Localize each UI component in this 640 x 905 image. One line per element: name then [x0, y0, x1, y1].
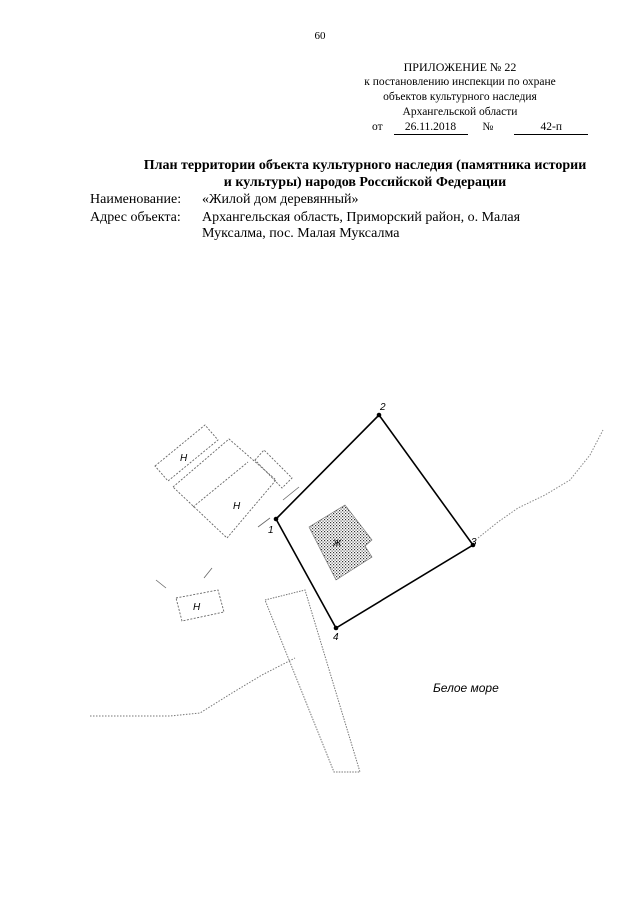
appendix-line-2: объектов культурного наследия [383, 91, 537, 103]
shoreline-east [478, 430, 603, 538]
decree-number: 42-п [514, 120, 588, 135]
point-label-2: 2 [380, 402, 386, 413]
road [265, 590, 360, 772]
marker-1 [156, 580, 166, 588]
appendix-line-1: к постановлению инспекции по охране [364, 76, 556, 88]
plan-title-line-2: и культуры) народов Российской Федерации [223, 175, 507, 190]
nonobject-label-3: Н [193, 602, 201, 613]
nonobject-label-1: Н [180, 453, 188, 464]
territory-boundary [276, 415, 473, 628]
appendix-line-3: Архангельской области [402, 106, 518, 118]
nonobject-label-2: Н [233, 501, 241, 512]
boundary-point-1 [274, 517, 279, 522]
boundary-point-2 [377, 413, 382, 418]
number-label: № [482, 121, 494, 133]
nonobject-shed [255, 450, 292, 488]
name-label: Наименование: [90, 192, 182, 207]
address-line-1: Архангельская область, Приморский район, о. Малая [202, 210, 521, 225]
coastline [90, 658, 295, 716]
marker-2 [204, 568, 212, 578]
point-label-1: 1 [268, 525, 274, 536]
address-line-2: Муксалма, пос. Малая Муксалма [202, 226, 400, 241]
address-label: Адрес объекта: [90, 210, 181, 225]
plan-title-line-1: План территории объекта культурного наследия (памятника истории [143, 158, 587, 173]
decree-date: 26.11.2018 [394, 120, 468, 135]
name-value: «Жилой дом деревянный» [202, 192, 359, 207]
appendix-title: ПРИЛОЖЕНИЕ № 22 [403, 60, 517, 74]
page-number: 60 [314, 30, 326, 42]
building-label: Ж [333, 538, 342, 548]
point-label-4: 4 [333, 632, 339, 643]
boundary-point-4 [334, 626, 339, 631]
point-label-3: 3 [471, 537, 477, 548]
from-label: от [372, 121, 383, 133]
sea-label: Белое море [433, 681, 499, 695]
